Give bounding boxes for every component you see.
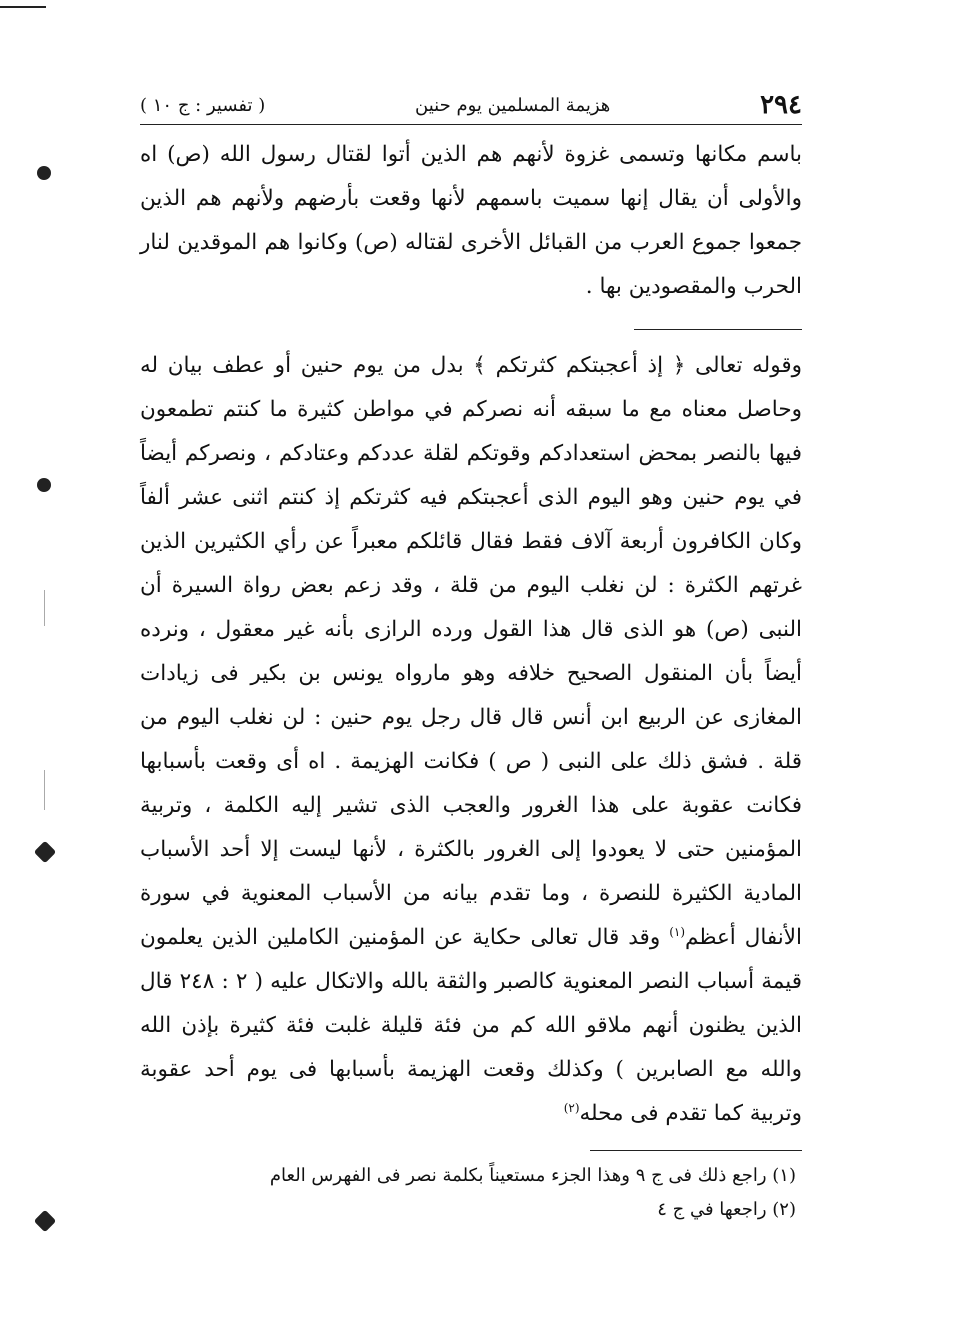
- footnote-marker: (١): [669, 924, 686, 939]
- header-rule: [140, 124, 802, 125]
- footnote-1: (١) راجع ذلك فى ج ٩ وهذا الجزء مستعيناً بكلمة نصر فى الفهرس العام: [269, 1165, 796, 1186]
- text-line: وحاصل معناه مع ما سبقه أنه نصركم في مواطن كثيرة ما كنتم تطمعون فيها: [140, 397, 803, 466]
- binding-hole-mark: [37, 478, 51, 492]
- chapter-title: هزيمة المسلمين يوم حنين: [415, 94, 611, 116]
- text-line: بالنصر بمحض استعدادكم وقوتكم لقلة عددكم وعتادكم ، ونصركم أيضاً في يوم: [140, 441, 802, 510]
- book-page: [140, 88, 802, 1227]
- text-line: غرتهم الكثرة : لن نغلب اليوم من قلة ، وقد زعم بعض رواة السيرة أن النبى: [140, 573, 802, 642]
- footnote-separator: [590, 1150, 802, 1151]
- volume-reference: ( تفسير : ج ١٠ ): [140, 94, 266, 116]
- page-number: ٢٩٤: [760, 90, 802, 120]
- running-header: [140, 88, 802, 122]
- binding-hole-mark: [34, 1210, 57, 1233]
- footnote-marker: (٢): [563, 1100, 580, 1115]
- text-line: أن يقال إنها سميت باسمهم لأنها وقعت بأرضهم ولأنهم هم الذين جمعوا جموع: [140, 186, 802, 255]
- text-line: (ص) هو الذى قال هذا القول ورده الرازى بأنه غير معقول ، ونرده أيضاً بأن: [140, 617, 803, 686]
- binding-hole-mark: [37, 166, 51, 180]
- text-line: المنقول الصحيح خلافه وهو مارواه يونس بن بكير فى زيادات المغازى عن الربيع: [140, 661, 802, 730]
- text-line: الغرور بالكثرة ، لأنها ليست إلا أحد الأسباب المادية الكثيرة للنصرة ،: [140, 837, 802, 906]
- text-line: فئة قليلة غلبت فئة كثيرة بإذن الله والله مع الصابرين ) وكذلك وقعت الهزيمة: [140, 1013, 803, 1082]
- text-line: الكافرون أربعة آلاف فقط فقال قائلكم معبراً عن رأي الكثيرين الذين: [140, 529, 752, 554]
- text-line: حنين وهو اليوم الذى أعجبتكم فيه كثرتكم إذ كنتم اثنى عشر ألفاً وكان: [140, 485, 803, 554]
- scan-margin-line: [44, 770, 45, 810]
- scan-corner-mark: [0, 6, 46, 8]
- paragraph-1: [140, 133, 802, 309]
- text-line: وقد قال تعالى: [530, 925, 661, 950]
- text-line: وقوله تعالى ﴿ إذ أعجبتكم كثرتكم ﴾ بدل من يوم حنين أو عطف بيان له: [140, 353, 802, 378]
- text-line: العرب من القبائل الأخرى لقتاله (ص) وكانوا هم الموقدين لنار الحرب: [140, 230, 802, 299]
- text-line: باسم مكانها وتسمى غزوة لأنهم هم الذين أتوا لقتال رسول الله (ص) اه والأولى: [140, 142, 802, 211]
- text-line: النبى ( ص ) فكانت الهزيمة . اه أى وقعت بأسبابها فكانت عقوبة على هذا: [140, 749, 802, 818]
- text-line: الغرور والعجب الذى تشير إليه الكلمة ، وتربية المؤمنين حتى لا يعودوا إلى: [140, 793, 802, 862]
- text-line: والثقة بالله والاتكال عليه ( ٢ : ٢٤٨ قال الذين يظنون أنهم ملاقو الله كم من: [140, 969, 803, 1038]
- text-line: وما تقدم بيانه من الأسباب المعنوية في سورة الأنفال أعظم: [140, 881, 802, 950]
- text-line: بأسبابها فى يوم أحد عقوبة وتربية كما تقدم فى محله: [140, 1057, 802, 1126]
- text-line: حكاية عن المؤمنين الكاملين الذين يعلمون قيمة أسباب النصر المعنوية كالصبر: [140, 925, 802, 994]
- paragraph-2: [140, 344, 802, 1136]
- text-line: والمقصودين بها .: [585, 274, 737, 299]
- section-separator: [634, 329, 802, 330]
- scan-margin-line: [44, 590, 45, 626]
- footnote-2: (٢) راجعها في ج ٤: [657, 1199, 796, 1220]
- binding-hole-mark: [34, 841, 57, 864]
- text-line: ابن أنس قال قال رجل يوم حنين : لن نغلب اليوم من قلة . فشق ذلك على: [140, 705, 802, 774]
